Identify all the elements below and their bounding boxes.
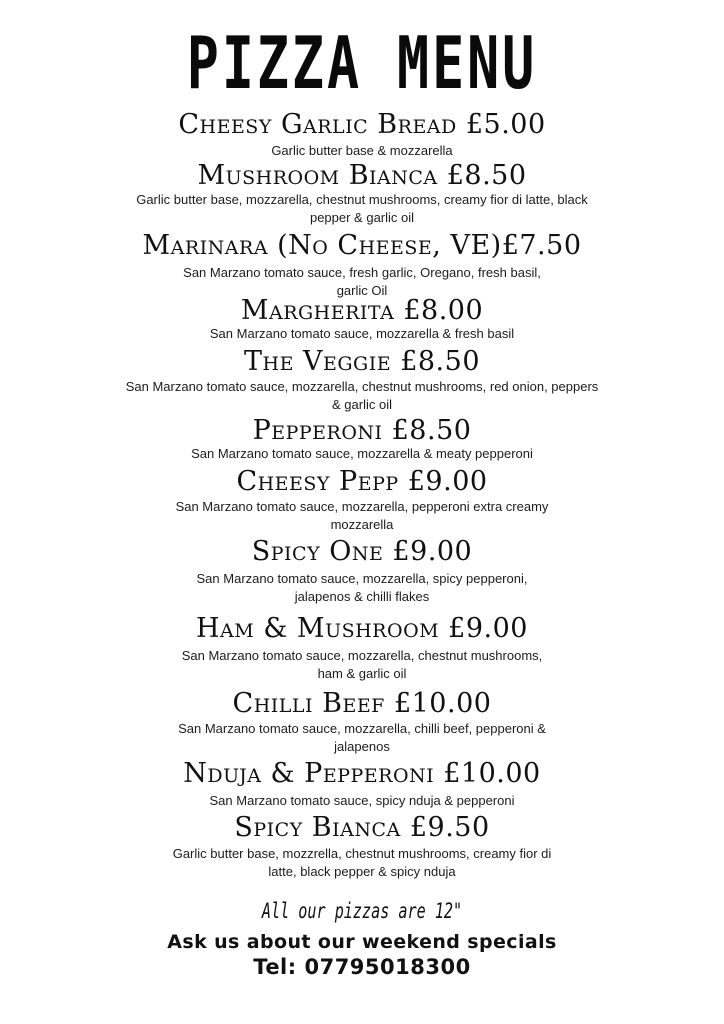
menu-item-description-line: pepper & garlic oil xyxy=(309,210,415,225)
menu-item-description-line: San Marzano tomato sauce, mozzarella, pepperoni extra creamy xyxy=(175,499,549,514)
menu-item-name: Marinara (No Cheese, VE)£7.50 xyxy=(142,230,582,261)
weekend-specials-note: Ask us about our weekend specials xyxy=(167,931,557,953)
menu-item-description-line: Garlic butter base & mozzarella xyxy=(271,143,453,158)
menu-item-description xyxy=(0,720,724,756)
menu-item-description-line: San Marzano tomato sauce, mozzarella & fresh basil xyxy=(209,326,515,341)
menu-item-description-line: San Marzano tomato sauce, fresh garlic, Oregano, fresh basil, xyxy=(183,265,541,280)
menu-item-description-line: San Marzano tomato sauce, mozzarella, chestnut mushrooms, xyxy=(181,648,543,663)
menu-item-description xyxy=(0,792,724,810)
menu-item-name: Nduja & Pepperoni £10.00 xyxy=(183,758,541,789)
menu-item-description-line: San Marzano tomato sauce, mozzarella, spicy pepperoni, xyxy=(196,571,528,586)
menu-item-description-line: mozzarella xyxy=(330,517,394,532)
menu-item-description-line: garlic Oil xyxy=(336,283,388,298)
menu-item-description xyxy=(0,845,724,881)
menu-item-name: Pepperoni £8.50 xyxy=(252,415,472,446)
pizza-size-note: All our pizzas are 12" xyxy=(261,899,463,923)
menu-item-description xyxy=(0,142,724,160)
menu-item-description-line: jalapenos xyxy=(334,739,390,754)
menu-item-name: Chilli Beef £10.00 xyxy=(232,688,492,719)
menu-item-description-line: San Marzano tomato sauce, mozzarella, chestnut mushrooms, red onion, peppers xyxy=(125,379,599,394)
menu-item-name: Spicy One £9.00 xyxy=(251,536,473,567)
menu-item-description-line: San Marzano tomato sauce, mozzarella, chilli beef, pepperoni & xyxy=(178,721,546,736)
menu-item-description xyxy=(0,647,724,683)
menu-item-name: Margherita £8.00 xyxy=(240,295,484,326)
telephone-number: Tel: 07795018300 xyxy=(253,955,471,979)
menu-item-name: Cheesy Garlic Bread £5.00 xyxy=(178,109,546,140)
menu-item-description xyxy=(0,191,724,227)
menu-item-description xyxy=(0,570,724,606)
menu-item-description-line: latte, black pepper & spicy nduja xyxy=(268,864,456,879)
menu-item-description-line: jalapenos & chilli flakes xyxy=(294,589,430,604)
menu-item-description xyxy=(0,378,724,414)
menu-item-name: Cheesy Pepp £9.00 xyxy=(236,466,488,497)
menu-item-description xyxy=(0,325,724,343)
menu-item-description-line: ham & garlic oil xyxy=(317,666,407,681)
menu-item-description-line: Garlic butter base, mozzrella, chestnut mushrooms, creamy fior di xyxy=(172,846,552,861)
menu-item-description-line: Garlic butter base, mozzarella, chestnut mushrooms, creamy fior di latte, black xyxy=(136,192,588,207)
menu-item-name: Spicy Bianca £9.50 xyxy=(234,812,490,843)
menu-item-description xyxy=(0,498,724,534)
menu-item-description-line: & garlic oil xyxy=(332,397,392,412)
menu-item-name: Ham & Mushroom £9.00 xyxy=(196,613,528,644)
menu-item-description-line: San Marzano tomato sauce, spicy nduja & pepperoni xyxy=(209,793,515,808)
menu-item-name: Mushroom Bianca £8.50 xyxy=(197,160,527,191)
page-title: PIZZA MENU xyxy=(186,21,538,105)
menu-item-description xyxy=(0,445,724,463)
menu-item-description-line: San Marzano tomato sauce, mozzarella & meaty pepperoni xyxy=(191,446,533,461)
menu-item-name: The Veggie £8.50 xyxy=(243,346,480,377)
